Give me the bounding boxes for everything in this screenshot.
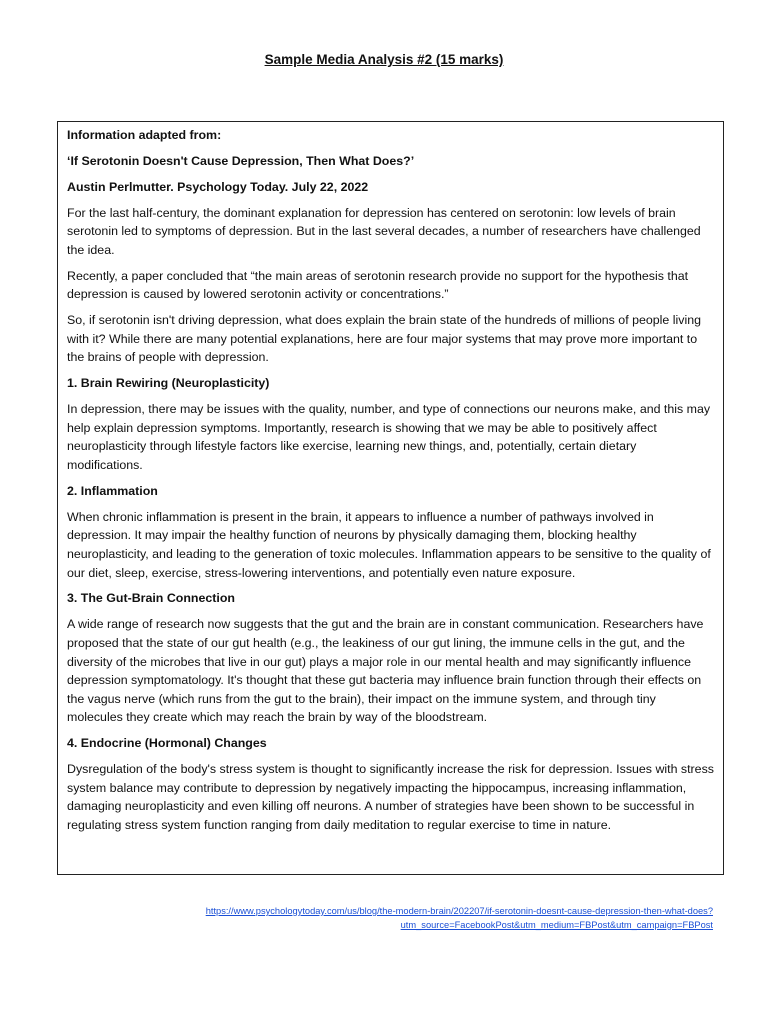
intro-paragraph-3: So, if serotonin isn't driving depression, what does explain the brain state of the hundreds of millions of people living with it? While there are many potential explanations, here are four major systems that may prove more important to the brains of people with depression. — [67, 313, 701, 365]
article-byline: Austin Perlmutter. Psychology Today. July 22, 2022 — [67, 179, 369, 194]
source-link-line-1[interactable]: https://www.psychologytoday.com/us/blog/the-modern-brain/202207/if-serotonin-doesnt-cause-depression-then-what-does? — [205, 906, 713, 916]
article-box — [57, 121, 724, 875]
section-body-endocrine: Dysregulation of the body's stress system is thought to significantly increase the risk for depression. Issues with stress system balance may contribute to depression by negatively impacting the hippocampus, increasing inflammation, damaging neuroplasticity and even killing off neurons. A number of strategies have been shown to be successful in regulating stress system function ranging from daily meditation to regular exercise to time in nature. — [67, 762, 714, 832]
section-body-inflammation: When chronic inflammation is present in the brain, it appears to influence a number of pathways involved in depression. It may impair the healthy function of neurons by physically damaging them, blocking healthy neuroplasticity, and leading to the generation of toxic molecules. Inflammation appears to be sensitive to the quality of our diet, sleep, exercise, stress-lowering interventions, and potentially even nature exposure. — [67, 509, 711, 580]
intro-paragraph-1: For the last half-century, the dominant explanation for depression has centered on serotonin: low levels of brain serotonin led to symptoms of depression. But in the last several decades, a number of researchers have challenged the idea. — [67, 205, 701, 257]
intro-paragraph-2: Recently, a paper concluded that “the main areas of serotonin research provide no support for the hypothesis that depression is caused by lowered serotonin activity or concentrations.” — [67, 268, 689, 302]
section-heading-inflammation: 2. Inflammation — [67, 483, 158, 498]
source-link-line-2[interactable]: utm_source=FacebookPost&utm_medium=FBPost&utm_campaign=FBPost — [400, 919, 713, 930]
section-heading-neuroplasticity: 1. Brain Rewiring (Neuroplasticity) — [67, 376, 270, 391]
section-heading-gut-brain: 3. The Gut-Brain Connection — [67, 591, 235, 606]
section-body-neuroplasticity: In depression, there may be issues with the quality, number, and type of connections our neurons make, and this may help explain depression symptoms. Importantly, research is showing that we may be able to positively affect neuroplasticity through lifestyle factors like exercise, learning new things, and, potentially, certain dietary modifications. — [67, 402, 711, 472]
adapted-label: Information adapted from: — [67, 128, 222, 142]
source-link[interactable] — [93, 905, 713, 932]
section-heading-endocrine: 4. Endocrine (Hormonal) Changes — [67, 736, 267, 751]
page-title: Sample Media Analysis #2 (15 marks) — [264, 52, 504, 67]
section-body-gut-brain: A wide range of research now suggests that the gut and the brain are in constant communication. Researchers have proposed that the state of our gut health (e.g., the leakiness of our gut lining, the immune cells in the gut, and the diversity of the microbes that live in our gut) plays a major role in our mental health and may significantly influence depression symptomatology. It's thought that these gut bacteria may influence brain function through their effects on the vagus nerve (which runs from the gut to the brain), their impact on the immune system, and through tiny molecules they create which may reach the brain by way of the bloodstream. — [67, 617, 704, 725]
article-headline: ‘If Serotonin Doesn't Cause Depression, Then What Does?’ — [67, 153, 415, 168]
